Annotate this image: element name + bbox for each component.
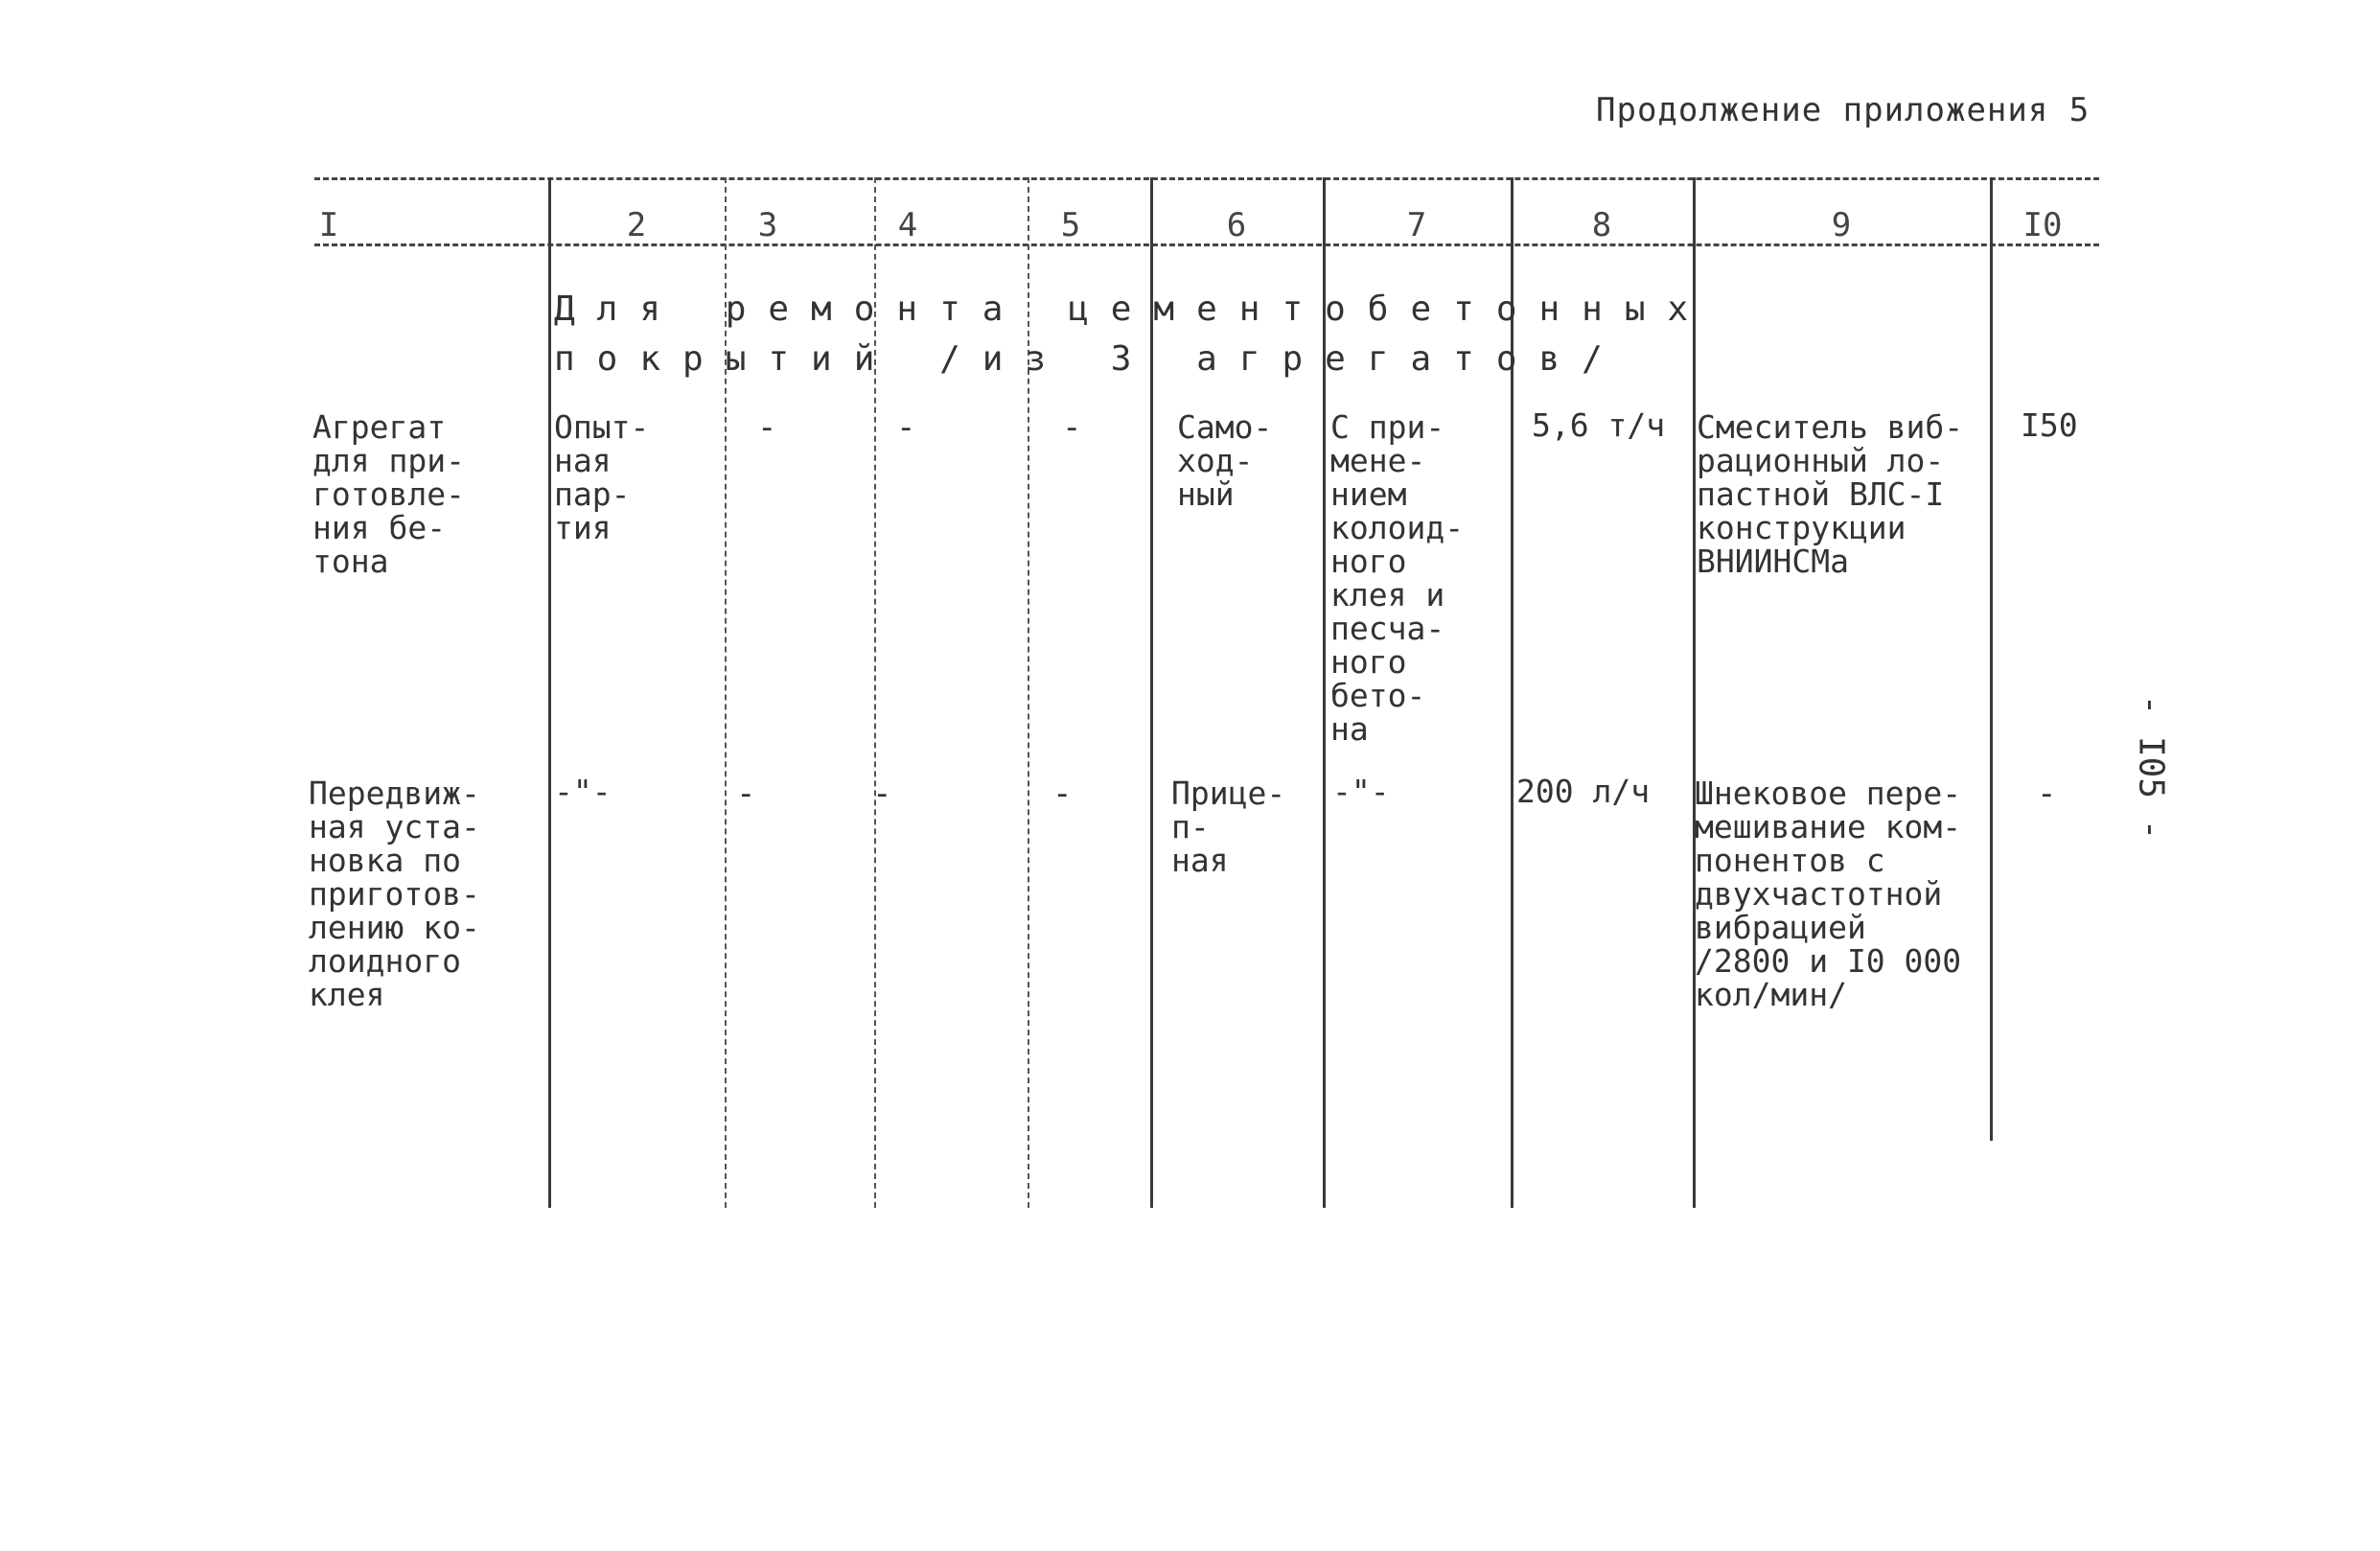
col-border-7 [1511, 177, 1513, 1208]
row1-col9: Смеситель виб- рационный ло- пастной ВЛС-I конструкции ВНИИНСМа [1697, 408, 1964, 580]
row1-col2: Опыт- ная пар- тия [554, 408, 650, 546]
col-header-9: 9 [1831, 206, 1852, 244]
col-header-3: 3 [757, 206, 778, 244]
row1-col7: С при- мене- нием колоид- ного клея и песча- ного бето- на [1330, 408, 1465, 748]
col-header-6: 6 [1226, 206, 1247, 244]
row2-col10: - [2037, 775, 2057, 813]
row2-col6: Прице- п- ная [1171, 775, 1286, 879]
row2-col4: - [872, 775, 892, 813]
col-border-5 [1150, 177, 1153, 1208]
col-header-10: I0 [2022, 206, 2063, 244]
col-border-3 [874, 177, 876, 1208]
page-caption: Продолжение приложения 5 [1596, 91, 2091, 129]
col-header-7: 7 [1406, 206, 1427, 244]
section-title-line-2: покрытий /из 3 агрегатов/ [554, 339, 1625, 379]
col-header-8: 8 [1591, 206, 1612, 244]
row1-col8: 5,6 т/ч [1532, 406, 1666, 444]
row2-col8: 200 л/ч [1516, 773, 1651, 810]
row1-col4: - [896, 408, 916, 447]
col-border-8 [1693, 177, 1696, 1208]
row2-name: Передвиж- ная уста- новка по приготов- лению ко- лоидного клея [309, 775, 480, 1013]
col-header-4: 4 [897, 206, 918, 244]
col-border-9 [1990, 177, 1993, 1141]
row1-col10: I50 [2021, 406, 2078, 444]
col-border-2 [725, 177, 727, 1208]
section-title-line-1: Для ремонта цементобетонных [554, 289, 1711, 329]
col-header-2: 2 [626, 206, 647, 244]
col-border-1 [548, 177, 551, 1208]
row2-col5: - [1052, 775, 1073, 813]
row1-col3: - [757, 408, 777, 447]
row2-col2: -"- [554, 773, 612, 810]
col-header-1: I [318, 206, 339, 244]
row2-col7: -"- [1332, 773, 1390, 810]
row1-name: Агрегат для при- готовле- ния бе- тона [312, 408, 465, 580]
row1-col5: - [1062, 408, 1082, 447]
col-border-4 [1028, 177, 1029, 1208]
row2-col9: Шнековое пере- мешивание ком- понентов с двухчастотной вибрацией /2800 и I0 000 кол/мин/ [1695, 775, 1962, 1013]
col-header-5: 5 [1060, 206, 1081, 244]
page-number: - I05 - [2131, 694, 2171, 841]
col-border-6 [1323, 177, 1326, 1208]
table-top-rule [314, 177, 2099, 180]
row1-col6: Само- ход- ный [1177, 408, 1273, 513]
row2-col3: - [736, 775, 756, 813]
